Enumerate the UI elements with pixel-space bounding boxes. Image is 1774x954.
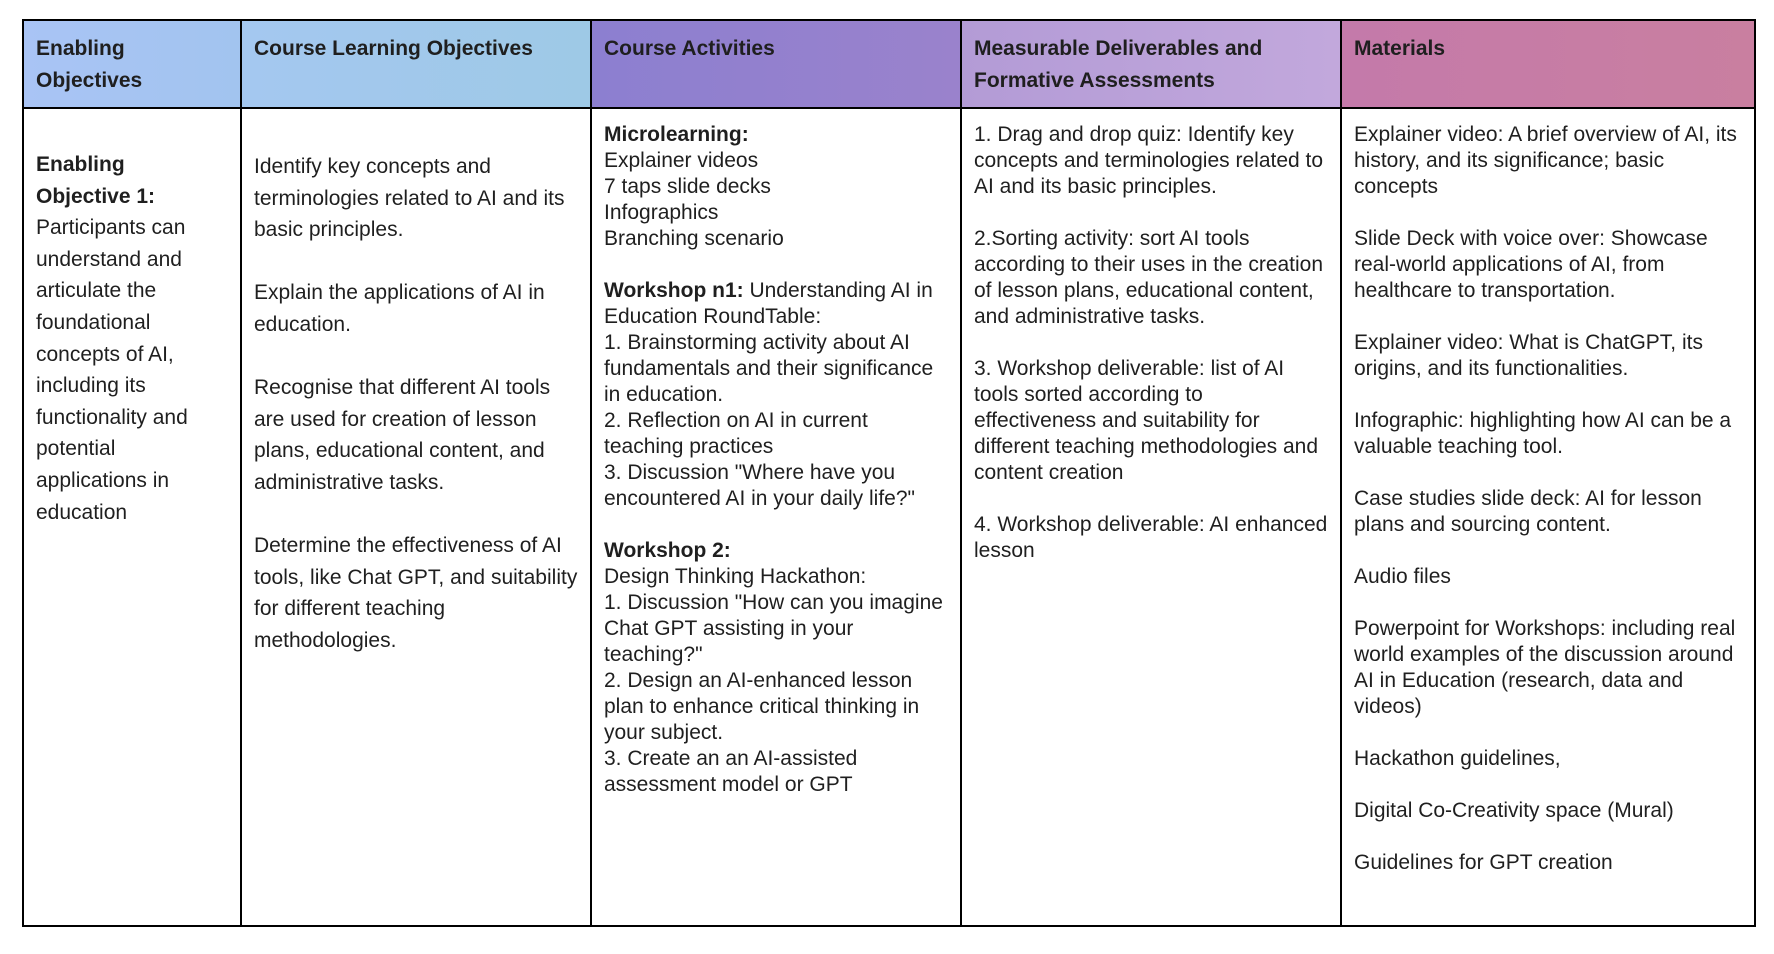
workshop-2-title: Workshop 2: [604, 539, 731, 562]
activity-item: Explainer videos [604, 149, 759, 172]
header-course-learning-objectives: Course Learning Objectives [242, 21, 592, 109]
course-activities-cell [592, 109, 962, 925]
activity-item: 1. Brainstorming activity about AI fundamentals and their significance in education. [604, 331, 934, 406]
deliverable-item: 4. Workshop deliverable: AI enhanced lesson [974, 513, 1328, 562]
text-line: education [36, 500, 128, 524]
material-item: Explainer video: A brief overview of AI, its history, and its significance; basic concepts [1354, 123, 1737, 198]
material-item: Infographic: highlighting how AI can be a valuable teaching tool. [1354, 409, 1732, 458]
workshop-1-title: Workshop n1: [604, 279, 744, 302]
activity-item: 3. Create an an AI-assisted assessment model or GPT [604, 747, 858, 796]
text-line: articulate the [36, 279, 157, 303]
activity-item: Branching scenario [604, 227, 784, 250]
course-learning-objectives-cell [242, 109, 592, 925]
material-item: Audio files [1354, 565, 1451, 588]
activity-item: 2. Reflection on AI in current teaching practices [604, 409, 868, 458]
header-course-activities: Course Activities [592, 21, 962, 109]
workshop-2-block [604, 538, 948, 798]
activity-item: Infographics [604, 201, 719, 224]
material-item: Explainer video: What is ChatGPT, its origins, and its functionalities. [1354, 331, 1703, 380]
microlearning-title: Microlearning: [604, 123, 749, 146]
enabling-objective-title-1: Enabling [36, 153, 125, 176]
deliverable-item: 1. Drag and drop quiz: Identify key concepts and terminologies related to AI and its basic principles. [974, 123, 1324, 198]
text-line: potential [36, 437, 116, 461]
clo-item: Determine the effectiveness of AI tools, like Chat GPT, and suitability for different teaching methodologies. [254, 534, 578, 652]
material-item: Digital Co-Creativity space (Mural) [1354, 799, 1674, 822]
enabling-objective-text [36, 212, 228, 528]
course-design-table [22, 19, 1756, 927]
material-item: Slide Deck with voice over: Showcase real-world applications of AI, from healthcare to transportation. [1354, 227, 1708, 302]
workshop-1-intro: Understanding AI in Education RoundTable: [604, 279, 933, 328]
deliverable-item: 3. Workshop deliverable: list of AI tools sorted according to effectiveness and suitability for different teaching methodologies and content creation [974, 357, 1319, 484]
materials-cell [1342, 109, 1754, 925]
clo-item: Identify key concepts and terminologies related to AI and its basic principles. [254, 155, 565, 242]
header-enabling-objectives: Enabling Objectives [24, 21, 242, 109]
activity-item: 2. Design an AI-enhanced lesson plan to enhance critical thinking in your subject. [604, 669, 920, 744]
material-item: Powerpoint for Workshops: including real world examples of the discussion around AI in Education (research, data and videos) [1354, 617, 1736, 718]
material-item: Hackathon guidelines, [1354, 747, 1561, 770]
material-item: Case studies slide deck: AI for lesson plans and sourcing content. [1354, 487, 1702, 536]
text-line: applications in [36, 468, 170, 492]
text-line: concepts of AI, [36, 342, 174, 366]
microlearning-block [604, 122, 948, 252]
material-item: Guidelines for GPT creation [1354, 851, 1613, 874]
activity-item: 3. Discussion "Where have you encountered AI in your daily life?" [604, 461, 915, 510]
activity-item: 7 taps slide decks [604, 175, 771, 198]
text-line: including its [36, 374, 146, 398]
text-line: functionality and [36, 405, 188, 429]
header-deliverables: Measurable Deliverables and Formative Assessments [962, 21, 1342, 109]
text-line: understand and [36, 247, 182, 271]
enabling-objective-cell [24, 109, 242, 925]
workshop-2-intro: Design Thinking Hackathon: [604, 565, 867, 588]
clo-item: Recognise that different AI tools are used for creation of lesson plans, educational content, and administrative tasks. [254, 376, 551, 494]
workshop-1-block [604, 278, 948, 512]
enabling-objective-title-2: Objective 1: [36, 184, 156, 208]
activity-item: 1. Discussion "How can you imagine Chat GPT assisting in your teaching?" [604, 591, 943, 666]
header-materials: Materials [1342, 21, 1754, 109]
workshop-1-heading [604, 279, 933, 328]
deliverables-cell [962, 109, 1342, 925]
deliverable-item: 2.Sorting activity: sort AI tools according to their uses in the creation of lesson plans, educational content, and administrative tasks. [974, 227, 1324, 328]
clo-item: Explain the applications of AI in education. [254, 281, 545, 336]
text-line: Participants can [36, 216, 186, 240]
text-line: foundational [36, 310, 151, 334]
